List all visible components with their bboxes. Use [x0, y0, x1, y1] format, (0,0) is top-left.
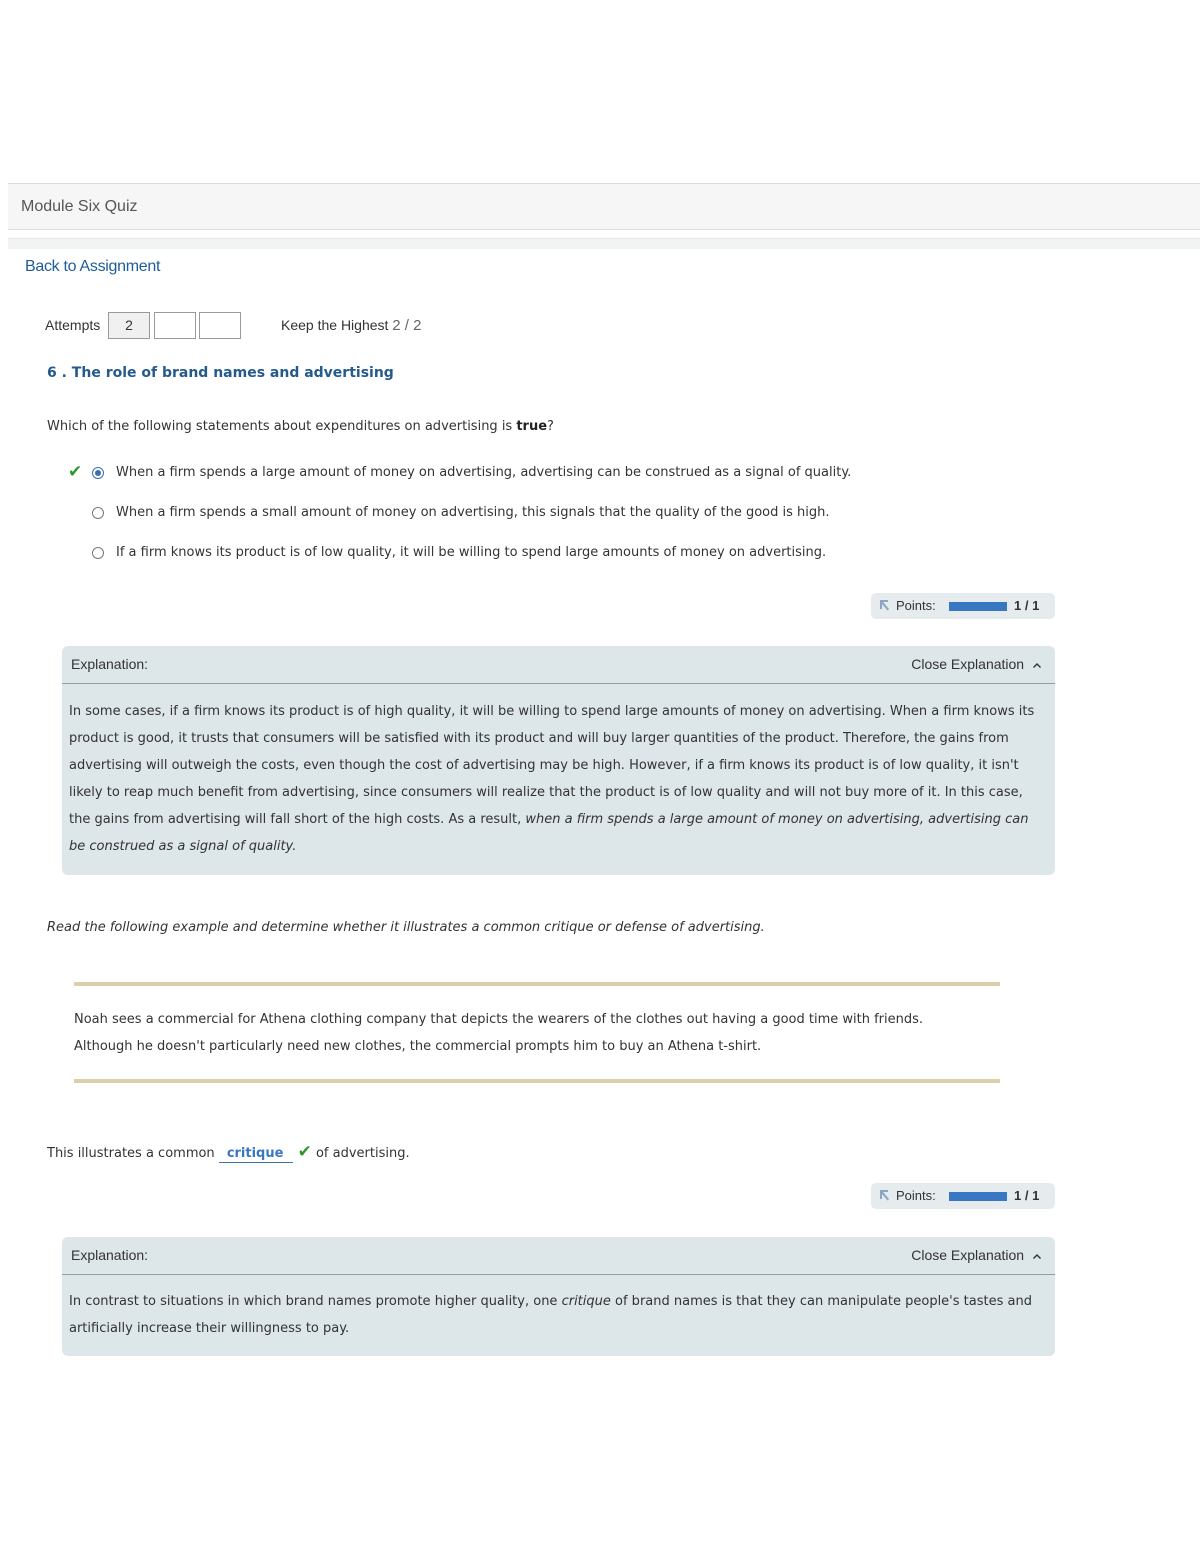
- correct-check-icon: ✔: [297, 1142, 312, 1162]
- question-title: 6 . The role of brand names and advertising: [47, 365, 394, 381]
- points-progress-bar: [949, 602, 1007, 611]
- question-prompt-after: ?: [547, 419, 554, 434]
- explanation-header: [62, 1237, 1055, 1275]
- explanation-panel-1: [62, 646, 1055, 875]
- choice-2-text: When a firm spends a small amount of money on advertising, this signals that the quality of the good is high.: [116, 505, 830, 520]
- keep-highest-text: Keep the Highest: [281, 317, 389, 333]
- radio-selected-icon[interactable]: [92, 467, 104, 479]
- explanation-body-before: In contrast to situations in which brand names promote higher quality, one: [69, 1294, 562, 1309]
- back-to-assignment-link[interactable]: Back to Assignment: [25, 258, 161, 275]
- explanation-body: [69, 1288, 1044, 1342]
- attempts-label: Attempts: [45, 317, 101, 333]
- explanation-body-italic: critique: [561, 1294, 611, 1309]
- points-label: Points:: [896, 1188, 936, 1203]
- attempt-box-2[interactable]: [154, 312, 196, 339]
- answer-dropdown[interactable]: critique: [219, 1146, 294, 1163]
- points-progress-fill: [949, 602, 1007, 611]
- points-badge-1: [871, 593, 1055, 619]
- points-value: 1 / 1: [1014, 1188, 1040, 1203]
- points-badge-2: [871, 1183, 1055, 1209]
- explanation-body-after: of brand names is that they can manipulate people's tastes and artificially increase their willingness to pay.: [69, 1294, 1032, 1336]
- close-explanation-label: Close Explanation: [911, 656, 1025, 672]
- explanation-panel-2: [62, 1237, 1055, 1356]
- chevron-up-icon: [1032, 662, 1042, 669]
- close-explanation-button[interactable]: [911, 1247, 1042, 1263]
- points-progress-bar: [949, 1192, 1007, 1201]
- choice-1-text: When a firm spends a large amount of money on advertising, advertising can be construed as a signal of quality.: [116, 465, 852, 480]
- attempt-box-3[interactable]: [199, 312, 241, 339]
- choice-3-text: If a firm knows its product is of low quality, it will be willing to spend large amounts of money on advertising.: [116, 545, 827, 560]
- attempt-box-1[interactable]: 2: [108, 312, 150, 339]
- corner-arrow-icon: [879, 599, 890, 612]
- question-prompt-bold: true: [516, 419, 548, 434]
- quiz-header: [8, 183, 1200, 230]
- scenario-text: Noah sees a commercial for Athena clothing company that depicts the wearers of the clothes out having a good time with friends. Although he doesn't particularly need new clothes, the commercial prompts him to buy an Athena t-shirt.: [74, 1012, 924, 1054]
- radio-empty-icon[interactable]: [92, 547, 104, 559]
- keep-highest-score: 2 / 2: [392, 317, 422, 334]
- part2-instruction: Read the following example and determine whether it illustrates a common critique or defense of advertising.: [47, 920, 765, 935]
- explanation-label: Explanation:: [71, 656, 149, 672]
- explanation-label: Explanation:: [71, 1247, 149, 1263]
- answer-after: of advertising.: [311, 1146, 410, 1161]
- scenario-rule-top: [74, 982, 1000, 986]
- question-prompt: [47, 419, 554, 434]
- keep-highest-label: [281, 317, 421, 334]
- scenario-rule-bottom: [74, 1079, 1000, 1083]
- explanation-body-text: In some cases, if a firm knows its product is of high quality, it will be willing to spend large amounts of money on advertising. When a firm knows its product is good, it trusts that consumers will be satisfied with its product and will buy larger quantities of the product. Therefore, the gains from advertising will outweigh the costs, even though the cost of advertising may be high. However, if a firm knows its product is of low quality, it isn't likely to reap much benefit from advertising, since consumers will realize that the product is of low quality and will not buy more of it. In this case, the gains from advertising will fall short of the high costs. As a result,: [69, 704, 1035, 827]
- quiz-title: Module Six Quiz: [21, 198, 138, 215]
- answer-before: This illustrates a common: [47, 1146, 219, 1161]
- correct-check-icon: ✔: [68, 462, 83, 482]
- answer-sentence: [47, 1142, 410, 1163]
- radio-empty-icon[interactable]: [92, 507, 104, 519]
- corner-arrow-icon: [879, 1189, 890, 1202]
- points-value: 1 / 1: [1014, 598, 1040, 613]
- question-prompt-before: Which of the following statements about expenditures on advertising is: [47, 419, 517, 434]
- close-explanation-button[interactable]: [911, 656, 1042, 672]
- chevron-up-icon: [1032, 1253, 1042, 1260]
- explanation-body-italic: when a firm spends a large amount of money on advertising, advertising can be construed as a signal of quality.: [69, 812, 1029, 854]
- header-divider: [8, 238, 1200, 249]
- explanation-body: [69, 698, 1044, 860]
- points-progress-fill: [949, 1192, 1007, 1201]
- explanation-header: [62, 646, 1055, 684]
- close-explanation-label: Close Explanation: [911, 1247, 1025, 1263]
- points-label: Points:: [896, 598, 936, 613]
